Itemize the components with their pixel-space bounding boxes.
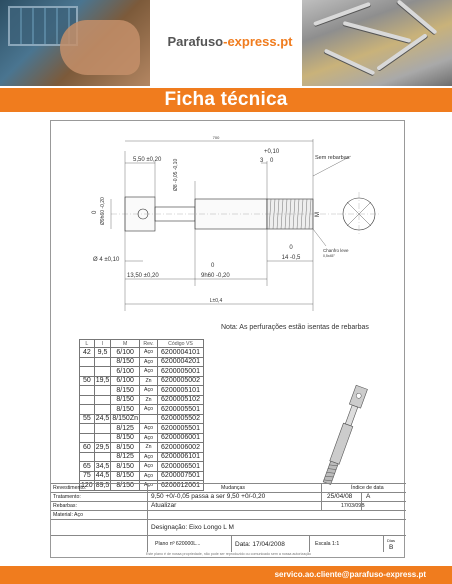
cell-code: 6200005102 bbox=[158, 395, 204, 405]
cell-code: 6200006001 bbox=[158, 433, 204, 443]
dim-thread-len: 14 -0,5 bbox=[281, 255, 301, 261]
cell-rev: Aço bbox=[140, 386, 158, 396]
cell-l bbox=[80, 357, 95, 367]
tb-escala: Escala 1:1 bbox=[315, 541, 340, 547]
header-photo-toolbox bbox=[0, 0, 150, 86]
table-row bbox=[80, 471, 204, 481]
footer-email-link[interactable]: servico.ao.cliente@parafuso-express.pt bbox=[274, 570, 426, 579]
technical-drawing bbox=[51, 121, 406, 346]
cell-l: 50 bbox=[80, 376, 95, 386]
label-chanfro-val: 0,5x45° bbox=[323, 254, 335, 258]
label-chanfro: Chanfro leve bbox=[323, 248, 349, 253]
tb-plano: Plano nº 620000L... bbox=[155, 541, 201, 547]
cell-m: 6/100 bbox=[111, 348, 140, 358]
cell-i bbox=[94, 433, 111, 443]
dim-overall-top: 700 bbox=[212, 135, 220, 140]
table-row bbox=[80, 376, 204, 386]
cell-code: 6200006501 bbox=[158, 462, 204, 472]
table-row bbox=[80, 367, 204, 377]
tb-date2: 17/03/09B bbox=[341, 503, 365, 509]
tb-atualizar: Atualizar bbox=[151, 502, 177, 509]
cell-i: 29,5 bbox=[95, 443, 110, 451]
title-block bbox=[51, 483, 406, 559]
cell-i bbox=[94, 395, 111, 405]
tb-rev-label: Revestimento: bbox=[53, 485, 87, 491]
cell-i: 24,5 bbox=[95, 415, 110, 423]
brand-main: Parafuso bbox=[167, 34, 224, 49]
cell-l bbox=[80, 405, 95, 415]
cell-l bbox=[80, 367, 95, 377]
dim-body-len: 9h60 -0,20 bbox=[201, 273, 230, 279]
dim-head-dia-zero: 0 bbox=[92, 210, 98, 214]
cell-code: 6200006101 bbox=[158, 452, 204, 462]
table-row bbox=[80, 424, 204, 434]
cell-rev: Zn bbox=[140, 376, 158, 386]
table-header-row bbox=[80, 340, 204, 348]
brand-accent: -express.pt bbox=[223, 34, 293, 49]
cell-i bbox=[94, 357, 111, 367]
brand-logo bbox=[155, 34, 305, 49]
dim-thread-len-zero: 0 bbox=[289, 245, 293, 251]
cell-i: 19,5 bbox=[95, 377, 110, 385]
cell-m: 8/125 bbox=[111, 424, 140, 434]
cell-m: 8/150 bbox=[111, 481, 140, 491]
dim-hole: Ø 4 ±0,10 bbox=[93, 257, 120, 263]
technical-sheet bbox=[50, 120, 405, 558]
cell-l: 55 bbox=[80, 414, 95, 424]
tb-indice: Índice de data bbox=[351, 485, 384, 491]
table-row bbox=[80, 395, 204, 405]
table-row bbox=[80, 433, 204, 443]
cell-i bbox=[94, 405, 111, 415]
tb-mudancas: Mudanças bbox=[221, 485, 245, 491]
dim-shank-dia: Ø8 -0,05 -0,10 bbox=[173, 158, 179, 191]
col-code: Código VS bbox=[158, 340, 204, 348]
col-i: I bbox=[94, 340, 111, 348]
tb-tratamento-label: Tratamento: bbox=[53, 494, 81, 500]
table-row bbox=[80, 348, 204, 358]
dim-tol-len: 3 bbox=[260, 158, 264, 164]
cell-l bbox=[80, 386, 95, 396]
cell-code: 6200005101 bbox=[158, 386, 204, 396]
cell-m: 8/150 bbox=[111, 357, 140, 367]
dim-head-len: 13,50 ±0,20 bbox=[127, 273, 159, 279]
table-row bbox=[80, 452, 204, 462]
cell-m: 8/150 bbox=[111, 471, 140, 481]
dim-body-zero: 0 bbox=[211, 263, 215, 269]
cell-i: 89,5 bbox=[95, 481, 110, 489]
cell-m: 8/125 bbox=[111, 452, 140, 462]
cell-m: 6/100 bbox=[111, 376, 140, 386]
tb-tratamento-val: 9,50 +0/-0,05 passa a ser 9,50 +0/-0,20 bbox=[151, 493, 266, 500]
cell-l bbox=[80, 424, 95, 434]
tb-letter1: A bbox=[366, 493, 371, 500]
cell-l: 75 bbox=[80, 471, 95, 481]
cell-l bbox=[80, 433, 95, 443]
cell-code: 6200007501 bbox=[158, 471, 204, 481]
cell-code: 6200005002 bbox=[158, 376, 204, 386]
cell-i bbox=[94, 367, 111, 377]
tb-dias-val: B bbox=[389, 544, 394, 551]
dim-tol-zero: 0 bbox=[270, 158, 274, 164]
cell-m: 8/150 bbox=[111, 395, 140, 405]
title-bar bbox=[0, 88, 452, 112]
cell-rev: Aço bbox=[140, 471, 158, 481]
cell-code: 6200006002 bbox=[158, 443, 204, 453]
col-l: L bbox=[80, 340, 95, 348]
table-row bbox=[80, 462, 204, 472]
cell-rev: Zn bbox=[140, 443, 158, 453]
cell-rev: Aço bbox=[140, 481, 158, 491]
page-title: Ficha técnica bbox=[164, 89, 288, 110]
footer-bar bbox=[0, 566, 452, 584]
cell-i bbox=[94, 452, 111, 462]
table-row bbox=[80, 405, 204, 415]
cell-rev: Zn bbox=[140, 395, 158, 405]
cell-i bbox=[94, 424, 111, 434]
cell-i: 9,5 bbox=[94, 348, 111, 358]
cell-code: 6200012001 bbox=[158, 481, 204, 491]
cell-rev: Aço bbox=[140, 367, 158, 377]
cell-code: 6200004101 bbox=[158, 348, 204, 358]
page-header bbox=[0, 0, 452, 90]
dim-total: L±0,4 bbox=[209, 298, 223, 304]
cell-m: 6/100 bbox=[111, 367, 140, 377]
cell-l: 65 bbox=[80, 462, 95, 472]
cell-l: 120 bbox=[81, 481, 93, 489]
cell-code: 6200005501 bbox=[158, 424, 204, 434]
dim-head-dia: Ø9h60 -0,20 bbox=[100, 197, 106, 225]
col-m: M bbox=[111, 340, 140, 348]
dim-tol-top: +0,10 bbox=[264, 149, 280, 155]
tb-date1: 25/04/08 bbox=[327, 493, 353, 500]
cell-rev: Aço bbox=[140, 462, 158, 472]
tb-dias-label: Dias bbox=[387, 538, 396, 543]
cell-rev bbox=[140, 414, 158, 424]
cell-m: 8/150 bbox=[111, 443, 140, 453]
cell-l bbox=[80, 395, 95, 405]
variants-table bbox=[79, 339, 204, 491]
cell-code: 6200004201 bbox=[158, 357, 204, 367]
cell-m: 8/150Zn bbox=[112, 415, 138, 423]
cell-m: 8/150 bbox=[111, 405, 140, 415]
cell-rev: Aço bbox=[140, 405, 158, 415]
table-row bbox=[80, 443, 204, 453]
cell-rev: Aço bbox=[140, 348, 158, 358]
tb-small-print: Este plano é de nossa propriedade, não pode ser reproduzido ou comunicado sem a nossa autorização bbox=[145, 552, 312, 556]
dim-left-step: 5,50 ±0,20 bbox=[133, 157, 162, 163]
drawing-note: Nota: As perfurações estão isentas de rebarbas bbox=[221, 324, 369, 331]
cell-l bbox=[80, 452, 95, 462]
label-sem-rebarbas: Sem rebarbas bbox=[315, 155, 350, 161]
table-row bbox=[80, 414, 204, 424]
header-photo-screws bbox=[302, 0, 452, 86]
tb-material: Material: Aço bbox=[53, 512, 83, 518]
table-row bbox=[80, 357, 204, 367]
cell-rev: Aço bbox=[140, 357, 158, 367]
tb-rebarbas-label: Rebarbas: bbox=[53, 503, 77, 509]
cell-l: 60 bbox=[80, 443, 95, 453]
cell-l: 42 bbox=[80, 348, 95, 358]
cell-i: 34,5 bbox=[95, 462, 110, 470]
cell-m: 8/150 bbox=[111, 433, 140, 443]
cell-rev: Aço bbox=[140, 424, 158, 434]
cell-rev: Aço bbox=[140, 452, 158, 462]
tb-designacao: Designação: Eixo Longo L M bbox=[151, 524, 234, 531]
cell-code: 6200005502 bbox=[158, 414, 204, 424]
tb-data: Data: 17/04/2008 bbox=[235, 541, 285, 548]
cell-i: 44,5 bbox=[95, 472, 110, 480]
cell-rev: Aço bbox=[140, 433, 158, 443]
table-row bbox=[80, 386, 204, 396]
cell-m: 8/150 bbox=[111, 462, 140, 472]
cell-code: 6200005501 bbox=[158, 405, 204, 415]
cell-i bbox=[94, 386, 111, 396]
isometric-view bbox=[313, 379, 373, 499]
cell-code: 6200005001 bbox=[158, 367, 204, 377]
cell-m: 8/150 bbox=[111, 386, 140, 396]
dim-thread-m: M bbox=[315, 212, 321, 217]
col-rev: Rev. bbox=[140, 340, 158, 348]
